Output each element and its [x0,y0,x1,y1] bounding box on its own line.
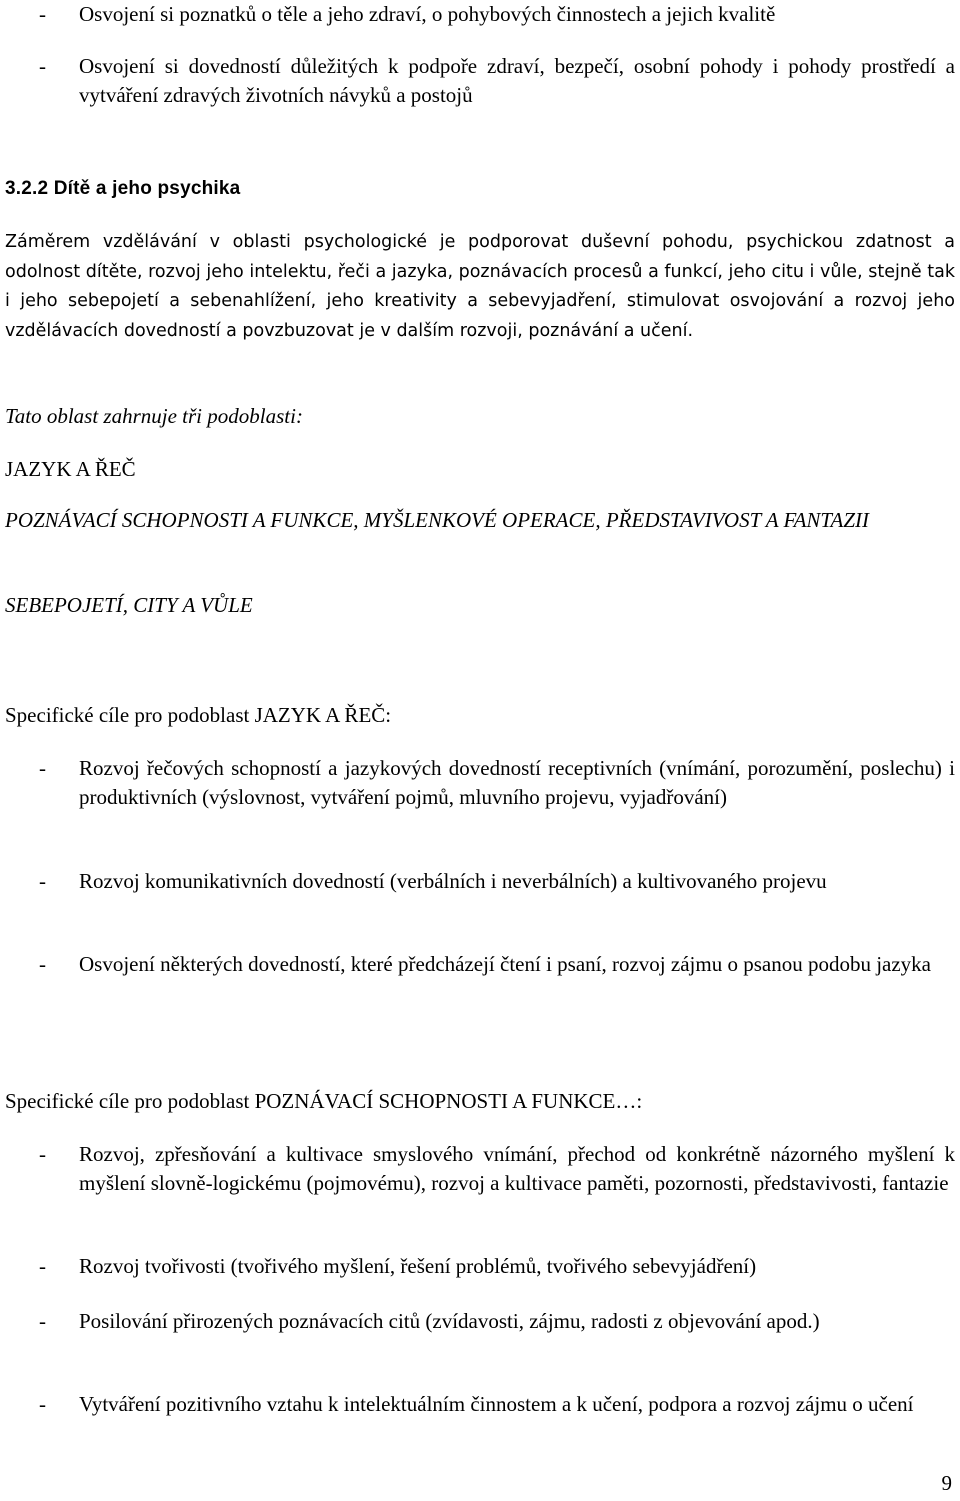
bullet-dash: - [39,2,46,26]
bullet-dash: - [39,54,46,78]
goals-language-title: Specifické cíle pro podoblast JAZYK A ŘEČ: [5,703,392,727]
bullet-text: Osvojení si poznatků o těle a jeho zdraví, o pohybových činnostech a jejich kvalitě [79,2,776,26]
bullet-text: Posilování přirozených poznávacích citů (zvídavosti, zájmu, radosti z objevování apod.) [79,1309,820,1333]
bullet-dash: - [39,1309,46,1333]
bullet-text: Rozvoj, zpřesňování a kultivace smyslového vnímání, přechod od konkrétně názorného myšlení k myšlení slovně-logickému (pojmovému), rozvoj a kultivace paměti, pozornosti, představivosti, fantazie [79,1142,955,1195]
bullet-text: Vytváření pozitivního vztahu k intelektuálním činnostem a k učení, podpora a rozvoj zájmu o učení [79,1392,914,1416]
bullet-text: Rozvoj komunikativních dovedností (verbálních i neverbálních) a kultivovaného projevu [79,869,827,893]
bullet-text: Rozvoj tvořivosti (tvořivého myšlení, řešení problémů, tvořivého sebevyjádření) [79,1254,757,1278]
section-paragraph: Záměrem vzdělávání v oblasti psychologické je podporovat duševní pohodu, psychickou zdatnost a odolnost dítěte, rozvoj jeho intelektu, řeči a jazyka, poznávacích procesů a funkcí, jeho citu i vůle, stejně tak i jeho sebepojetí a sebenahlížení, jeho kreativity a sebevyjadření, stimulovat osvojování a rozvoj jeho vzdělávacích dovedností a povzbuzovat je v dalším rozvoji, poznávání a učení. [5,232,955,341]
subarea-cognitive: POZNÁVACÍ SCHOPNOSTI A FUNKCE, MYŠLENKOVÉ OPERACE, PŘEDSTAVIVOST A FANTAZII [5,508,870,532]
bullet-dash: - [39,756,46,780]
section-heading: 3.2.2 Dítě a jeho psychika [5,178,241,199]
bullet-dash: - [39,952,46,976]
subarea-self: SEBEPOJETÍ, CITY A VŮLE [5,593,253,617]
bullet-dash: - [39,1254,46,1278]
subareas-intro: Tato oblast zahrnuje tři podoblasti: [5,404,303,428]
page-number: 9 [941,1471,952,1495]
goals-cognitive-title: Specifické cíle pro podoblast POZNÁVACÍ SCHOPNOSTI A FUNKCE…: [5,1089,643,1113]
bullet-text: Osvojení některých dovedností, které předcházejí čtení i psaní, rozvoj zájmu o psanou podobu jazyka [79,952,931,976]
bullet-dash: - [39,1142,46,1166]
bullet-text: Osvojení si dovedností důležitých k podpoře zdraví, bezpečí, osobní pohody i pohody prostředí a vytváření zdravých životních návyků a postojů [79,54,955,107]
bullet-text: Rozvoj řečových schopností a jazykových dovedností receptivních (vnímání, porozumění, poslechu) i produktivních (výslovnost, vytváření pojmů, mluvního projevu, vyjadřování) [79,756,955,809]
subarea-language: JAZYK A ŘEČ [5,457,136,481]
bullet-dash: - [39,1392,46,1416]
bullet-dash: - [39,869,46,893]
